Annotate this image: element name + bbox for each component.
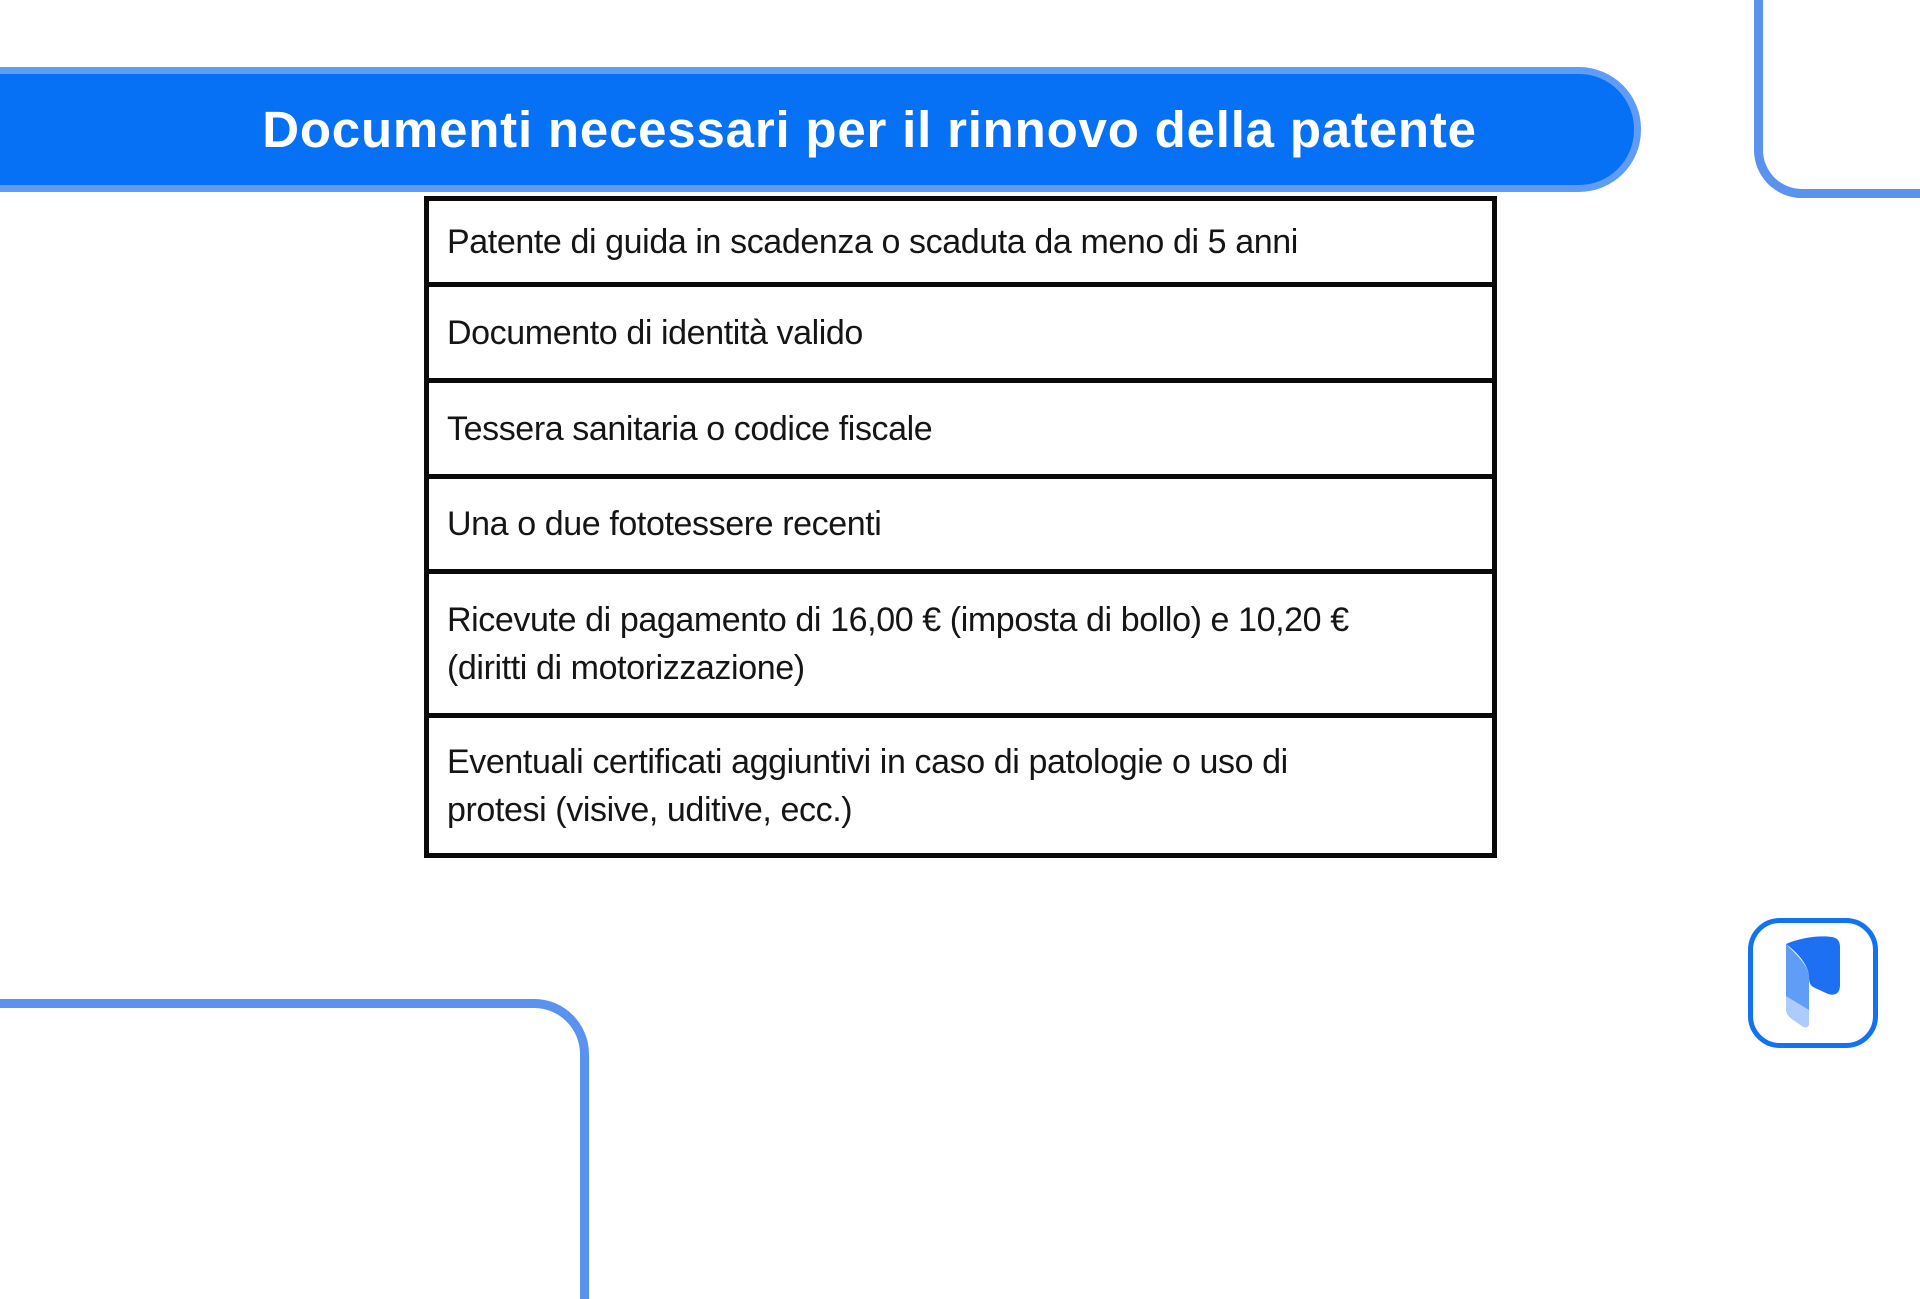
- table-row: [429, 282, 1492, 378]
- documents-table: [424, 196, 1497, 858]
- table-row-text: Ricevute di pagamento di 16,00 € (imposta di bollo) e 10,20 € (diritti di motorizzazione): [447, 600, 1349, 687]
- table-row-text: Patente di guida in scadenza o scaduta da meno di 5 anni: [447, 222, 1298, 261]
- table-row: [429, 378, 1492, 474]
- table-row-text: Una o due fototessere recenti: [447, 505, 882, 543]
- title-banner: [0, 67, 1641, 192]
- table-row-text: Tessera sanitaria o codice fiscale: [447, 409, 933, 448]
- table-row: [429, 713, 1492, 853]
- table-row: [429, 474, 1492, 569]
- brand-logo: [1748, 918, 1878, 1048]
- corner-frame-top-right: [1754, 0, 1920, 198]
- table-row-text: Eventuali certificati aggiuntivi in caso di patologie o uso di protesi (visive, uditive, ecc.): [447, 742, 1288, 829]
- folded-page-logo-icon: [1766, 926, 1860, 1041]
- page-title: Documenti necessari per il rinnovo della patente: [262, 101, 1477, 158]
- table-row: [429, 201, 1492, 282]
- table-row: [429, 569, 1492, 713]
- corner-frame-bottom-left: [0, 999, 589, 1299]
- table-row-text: Documento di identità valido: [447, 313, 863, 352]
